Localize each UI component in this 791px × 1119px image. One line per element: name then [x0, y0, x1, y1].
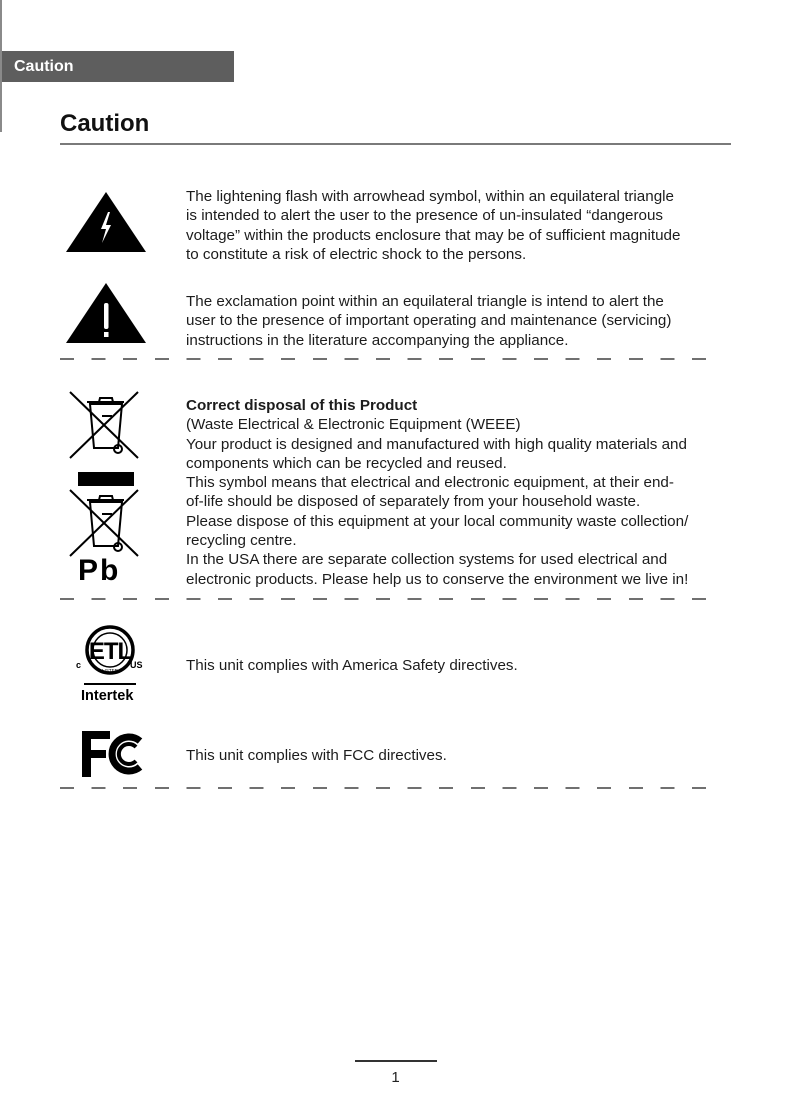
text-line: to constitute a risk of electric shock to the persons. [186, 245, 527, 263]
footer-rule [355, 1060, 437, 1062]
text-line: This unit complies with America Safety directives. [186, 657, 518, 674]
dashed-divider [60, 787, 715, 789]
text-line: electronic products. Please help us to conserve the environment we live in! [186, 570, 689, 588]
etl-circle-icon [74, 622, 144, 684]
intertek-label: Intertek [81, 688, 134, 704]
svg-text:US: US [130, 660, 143, 670]
text-line: is intended to alert the user to the presence of un-insulated “dangerous [186, 207, 664, 225]
fcc-compliance-text [186, 746, 726, 765]
text-line: In the USA there are separate collection systems for used electrical and [186, 551, 668, 569]
svg-text:LISTED: LISTED [102, 668, 118, 673]
etl-compliance-text [186, 656, 726, 675]
text-line: components which can be recycled and reused. [186, 454, 507, 472]
text-line: voltage” within the products enclosure that may be of sufficient magnitude [186, 226, 681, 244]
dashed-divider [60, 358, 715, 360]
text-line: of-life should be disposed of separately from your household waste. [186, 493, 641, 511]
text-line: user to the presence of important operating and maintenance (servicing) [186, 312, 672, 330]
svg-text:c: c [76, 660, 82, 670]
dashed-divider [60, 598, 715, 600]
lightning-warning-triangle-icon [64, 190, 148, 254]
weee-crossed-bin-pb-icon [68, 488, 142, 558]
text-line: Your product is designed and manufactured with high quality materials and [186, 435, 687, 453]
text-line: The exclamation point within an equilateral triangle is intend to alert the [186, 293, 664, 310]
text-line: recycling centre. [186, 532, 297, 550]
page-title: Caution [60, 110, 150, 137]
weee-disposal-text [186, 396, 726, 589]
weee-crossed-bin-icon [68, 390, 142, 460]
etl-listed-intertek-icon [74, 622, 144, 706]
weee-separator-bar [78, 472, 134, 486]
section-tab: Caution [2, 51, 234, 82]
exclamation-warning-text [186, 292, 726, 350]
text-line: The lightening flash with arrowhead symbol, within an equilateral triangle [186, 188, 674, 205]
pb-label: Pb [78, 554, 121, 587]
weee-heading: Correct disposal of this Product [186, 397, 418, 414]
etl-rule [84, 683, 136, 685]
exclamation-warning-triangle-icon [64, 281, 148, 345]
lightning-warning-text [186, 187, 726, 264]
svg-text:ETL: ETL [88, 638, 132, 665]
text-line: instructions in the literature accompanying the appliance. [186, 331, 569, 349]
text-line: Please dispose of this equipment at your local community waste collection/ [186, 512, 689, 530]
text-line: (Waste Electrical & Electronic Equipment (WEEE) [186, 416, 521, 434]
title-underline [60, 143, 731, 145]
text-line: This symbol means that electrical and electronic equipment, at their end- [186, 474, 674, 492]
page-number: 1 [391, 1069, 400, 1086]
text-line: This unit complies with FCC directives. [186, 747, 447, 764]
fcc-logo-icon [82, 731, 146, 777]
